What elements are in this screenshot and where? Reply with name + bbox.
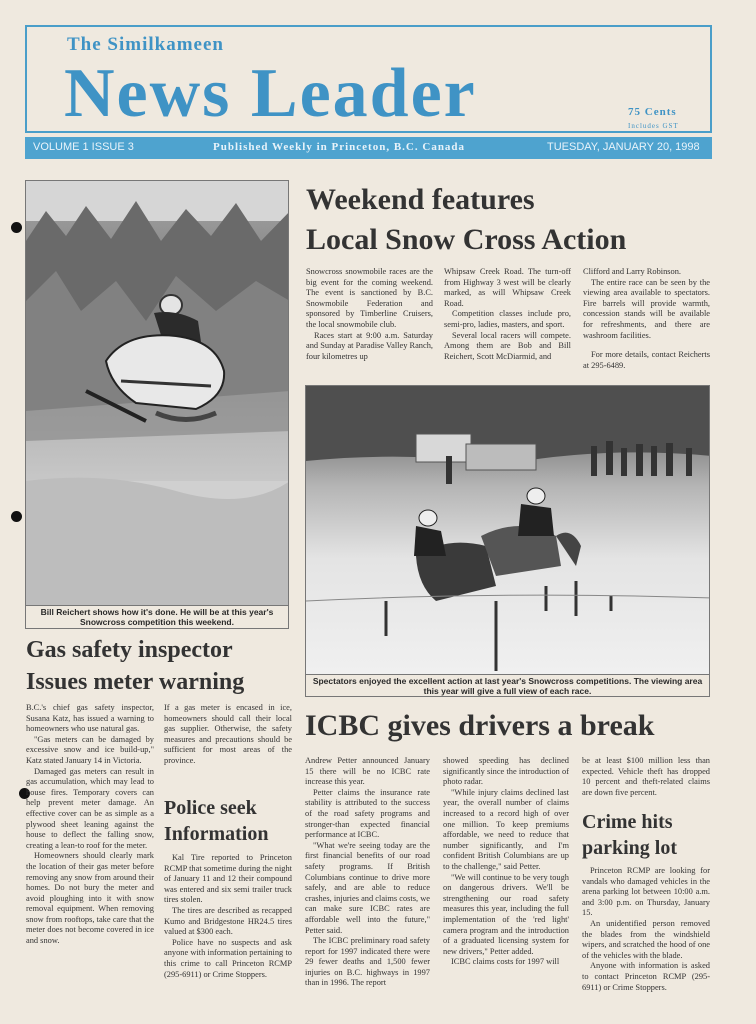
masthead-title: News Leader — [64, 55, 477, 132]
published-line: Published Weekly in Princeton, B.C. Canada — [213, 141, 466, 153]
paragraph: The entire race can be seen by the viewing area available to spectators. Fire barrels will provide warmth, concession stands will be available for refreshments, and there are washroom facilities. — [583, 277, 710, 340]
binder-hole — [11, 511, 22, 522]
paragraph: Homeowners should clearly mark the location of their gas meter before removing any snow from around their homes. Do not bury the meter and avoid ploughing into it with snow removal equipment. When removing snow from rooftops, take care that the meter does not become covered in ice and snow. — [26, 851, 154, 946]
paragraph: Several local racers will compete. Among them are Bob and Bill Reichert, Scott McDiarmid, and — [444, 330, 571, 361]
masthead-subtitle: The Similkameen — [67, 34, 224, 55]
paragraph: Princeton RCMP are looking for vandals who damaged vehicles in the arena parking lot between 10:00 a.m. and 3:00 p.m. on Thursday, January 15. — [582, 866, 710, 918]
paragraph: An unidentified person removed the blades from the windshield wipers, and scratched the hood of one of the vehicles with the blade. — [582, 918, 710, 960]
paragraph: "Gas meters can be damaged by excessive snow and ice build-up," Katz stated January 14 in Victoria. — [26, 734, 154, 765]
snowcross-headline-line2: Local Snow Cross Action — [306, 223, 627, 256]
paragraph: Whipsaw Creek Road. The turn-off from Highway 3 west will be clearly marked, as will Whipsaw Creek Road. — [444, 267, 571, 308]
snowmobile-jump-illustration — [26, 181, 289, 606]
price: 75 Cents — [628, 106, 677, 118]
paragraph: Police have no suspects and ask anyone with information pertaining to this crime to call Princeton RCMP (295-6911) or Crime Stoppers. — [164, 937, 292, 979]
snowcross-column-2 — [444, 267, 571, 379]
masthead-info-bar — [25, 137, 712, 159]
crime-headline-line1: Crime hits — [582, 811, 673, 833]
gas-headline-line2: Issues meter warning — [26, 669, 245, 695]
paragraph: The tires are described as recapped Kumo and Bridgestone HR24.5 tires valued at $300 each. — [164, 905, 292, 937]
police-article-body — [164, 853, 292, 1013]
paragraph: For more details, contact Reicherts at 295-6489. — [583, 350, 710, 370]
crime-article-body — [582, 866, 710, 1016]
paragraph: Anyone with information is asked to contact Princeton RCMP (295-6911) or Crime Stoppers. — [582, 961, 710, 992]
icbc-column-1 — [305, 756, 430, 1018]
paragraph: Clifford and Larry Robinson. — [583, 267, 682, 276]
paragraph: ICBC claims costs for 1997 will — [451, 957, 560, 967]
paragraph: Snowcross snowmobile races are the big event for the coming weekend. The event is sanctioned by B.C. Snowmobile Federation and sponsored by Timberline Cruisers, the local snowmobile club. — [306, 267, 433, 329]
volume-issue: VOLUME 1 ISSUE 3 — [33, 141, 134, 153]
paragraph: Races start at 9:00 a.m. Saturday and Sunday at Paradise Valley Ranch, four kilometres up — [306, 330, 433, 361]
snowcross-race-illustration — [306, 386, 710, 675]
snowcross-race-photo — [305, 385, 710, 675]
photo1-caption: Bill Reichert shows how it's done. He will be at this year's Snowcross competition this weekend. — [25, 605, 289, 629]
paragraph: B.C.'s chief gas safety inspector, Susana Katz, has issued a warning to homeowners who use natural gas. — [26, 703, 154, 734]
binder-hole — [11, 222, 22, 233]
crime-headline-line2: parking lot — [582, 837, 678, 859]
paragraph: Damaged gas meters can result in gas accumulation, which may lead to house fires. Temporary covers can help prevent meter damage. An effective cover can be as simple as a plywood sheet leaning against the house to deflect the falling snow, creating a lean-to roof for the meter. — [26, 766, 154, 850]
gas-headline-line1: Gas safety inspector — [26, 637, 233, 663]
paragraph: showed speeding has declined significantly since the introduction of photo radar. — [443, 756, 569, 787]
icbc-headline: ICBC gives drivers a break — [305, 709, 655, 742]
paragraph: be at least $100 million less than expected. Vehicle theft has dropped 10 percent and theft-related claims are down five percent. — [582, 756, 710, 797]
gas-column-1 — [26, 703, 154, 1015]
photo2-caption: Spectators enjoyed the excellent action at last year's Snowcross competitions. The viewing area this year will give a full view of each race. — [305, 675, 710, 697]
paragraph: If a gas meter is encased in ice, homeowners should call their local gas supplier. Otherwise, the safety measures and precautions should be sufficient for most areas of the province. — [164, 703, 292, 765]
paragraph: Kal Tire reported to Princeton RCMP that sometime during the night of January 11 and 12 their compound was entered and six semi trailer truck tires stolen. — [164, 853, 292, 905]
paragraph: "We will continue to be very tough on dangerous drivers. We'll be strengthening our road safety measures this year, including the full implementation of the 'red light' camera program and the introduction of a graduated licensing system for new drivers," Petter added. — [443, 872, 569, 956]
paragraph: Competition classes include pro, semi-pro, ladies, masters, and sport. — [444, 309, 571, 329]
snowmobile-jump-photo — [25, 180, 289, 606]
police-headline-line2: Information — [164, 823, 269, 845]
icbc-column-3 — [582, 756, 710, 806]
paragraph: Petter claims the insurance rate stability is attributed to the success of the road safety programs and stronger-than expected financial performance at ICBC. — [305, 787, 430, 840]
snowcross-column-3 — [583, 267, 710, 379]
police-headline-line1: Police seek — [164, 797, 257, 819]
issue-date: TUESDAY, JANUARY 20, 1998 — [547, 141, 700, 153]
gas-column-2 — [164, 703, 292, 783]
snowcross-headline-line1: Weekend features — [306, 183, 535, 216]
paragraph: "While injury claims declined last year, the overall number of claims increased to a record high of over one million. To keep premiums affordable, we need to reduce that number significantly, and I'm confident British Columbians are up to the challenge," said Petter. — [443, 787, 569, 871]
paragraph: The ICBC preliminary road safety report for 1997 indicated there were 29 fewer deaths and 1,500 fewer injuries on B.C. highways in 1997 than in 1996. The report — [305, 936, 430, 988]
icbc-column-2 — [443, 756, 569, 1018]
snowcross-column-1 — [306, 267, 433, 379]
gst-note: Includes GST — [628, 122, 679, 130]
paragraph: Andrew Petter announced January 15 there will be no ICBC rate increase this year. — [305, 756, 430, 787]
paragraph: "What we're seeing today are the first financial benefits of our road safety programs. If British Columbians continue to drive more safely, and are able to reduce crashes, injuries and claims costs, we can make sure ICBC rates are affordable well into the future," Petter said. — [305, 840, 430, 935]
